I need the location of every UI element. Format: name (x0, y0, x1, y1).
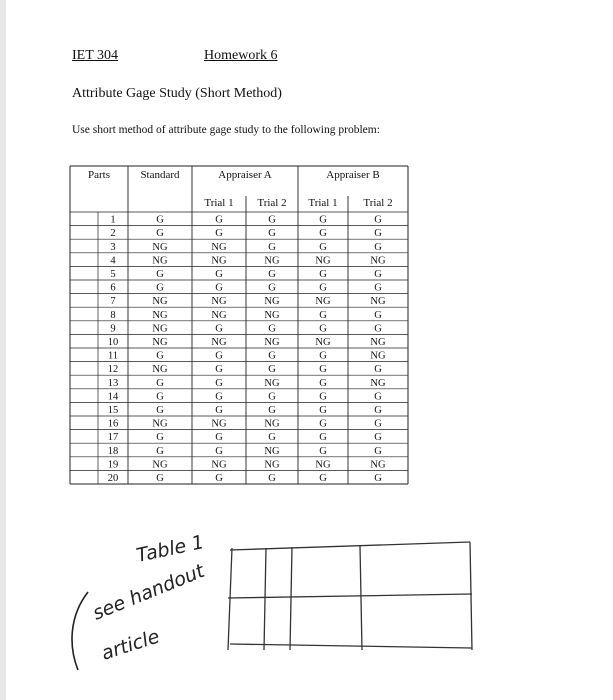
table-cell: G (156, 432, 164, 444)
table-cell: G (156, 445, 164, 457)
table-cell: NG (264, 309, 280, 321)
table-cell: 8 (110, 309, 116, 321)
table-cell: G (319, 282, 327, 294)
header-appraiser-a: Appraiser A (218, 169, 272, 181)
gage-study-table (70, 166, 408, 491)
table-cell: G (156, 473, 164, 484)
table-cell: NG (370, 377, 386, 389)
table-cell: G (374, 323, 382, 335)
table-cell: G (215, 391, 223, 403)
table-cell: NG (264, 377, 280, 389)
table-cell: G (374, 473, 382, 484)
table-cell: NG (264, 445, 280, 457)
sketched-grid (228, 542, 472, 650)
table-cell: NG (370, 255, 386, 267)
table-cell: G (319, 377, 327, 389)
table-cell: 17 (107, 432, 119, 444)
table-cell: G (319, 214, 327, 226)
table-cell: G (374, 391, 382, 403)
table-cell: 3 (110, 241, 116, 253)
table-cell: 9 (110, 323, 116, 335)
table-cell: 20 (107, 473, 119, 484)
sketch-line-col4 (360, 546, 362, 650)
table-cell: G (319, 418, 327, 430)
table-cell: G (268, 350, 276, 362)
table-cell: 16 (107, 418, 119, 430)
table-cell: G (215, 432, 223, 444)
table-cell: G (268, 473, 276, 484)
table-cell: G (319, 391, 327, 403)
table-cell: NG (211, 241, 227, 253)
table-cell: 19 (107, 459, 119, 471)
table-cell: G (215, 269, 223, 280)
table-cell: G (374, 309, 382, 321)
sketch-line-bottom (230, 644, 472, 648)
header-a-trial1: Trial 1 (204, 197, 234, 209)
table-cell: G (268, 405, 276, 416)
table-cell: NG (152, 323, 168, 335)
table-cell: G (319, 228, 327, 240)
header-standard: Standard (140, 169, 180, 181)
table-cell: NG (152, 337, 168, 348)
table-cell: G (215, 228, 223, 240)
table-cell: G (319, 241, 327, 253)
table-cell: G (268, 228, 276, 240)
handwritten-line-handout: see handout (89, 559, 208, 625)
handwritten-line-table: Table 1 (134, 531, 206, 567)
table-cell: G (268, 241, 276, 253)
table-cell: G (374, 282, 382, 294)
handwritten-paren-icon (72, 592, 88, 670)
table-cell: NG (315, 255, 331, 267)
table-cell: 14 (107, 391, 119, 403)
table-cell: G (319, 405, 327, 416)
handwritten-line-article: article (98, 625, 163, 665)
table-cell: G (319, 323, 327, 335)
table-cell: 13 (107, 377, 119, 389)
table-cell: NG (211, 309, 227, 321)
instruction-text: Use short method of attribute gage study to the following problem: (72, 124, 380, 136)
table-cell: NG (264, 296, 280, 308)
table-cell: G (268, 214, 276, 226)
header-b-trial1: Trial 1 (308, 197, 338, 209)
table-cell: G (215, 282, 223, 294)
sketch-line-col2 (264, 548, 266, 650)
table-cell: G (215, 377, 223, 389)
table-cell: 12 (107, 364, 119, 376)
table-cell: G (156, 391, 164, 403)
table-cell: NG (211, 255, 227, 267)
table-cell: 18 (107, 445, 119, 457)
table-cell: G (156, 269, 164, 280)
gage-study-table-svg (70, 166, 408, 491)
table-cell: NG (211, 459, 227, 471)
course-code: IET 304 (72, 48, 119, 63)
table-cell: G (374, 432, 382, 444)
sketch-line-col5 (470, 542, 472, 650)
table-cell: NG (370, 350, 386, 362)
table-cell: 10 (107, 337, 119, 348)
table-cell: NG (264, 418, 280, 430)
table-cell: NG (152, 364, 168, 376)
table-cell: 6 (110, 282, 116, 294)
header-appraiser-b: Appraiser B (326, 169, 380, 181)
handwritten-note (60, 520, 530, 690)
assignment-title: Homework 6 (204, 48, 278, 63)
table-cell: G (156, 228, 164, 240)
table-cell: NG (264, 337, 280, 348)
table-cell: G (319, 269, 327, 280)
table-cell: G (215, 405, 223, 416)
table-cell: 2 (110, 228, 116, 240)
table-cell: NG (152, 296, 168, 308)
table-cell: G (319, 364, 327, 376)
page-edge (0, 0, 6, 700)
table-cell: NG (152, 309, 168, 321)
table-cell: G (156, 350, 164, 362)
table-cell: G (374, 445, 382, 457)
table-cell: G (268, 323, 276, 335)
table-cell: G (374, 405, 382, 416)
table-cell: G (268, 282, 276, 294)
table-cell: NG (152, 459, 168, 471)
table-cell: 4 (110, 255, 116, 267)
table-cell: NG (152, 255, 168, 267)
table-cell: NG (315, 296, 331, 308)
table-cell: G (215, 445, 223, 457)
header-a-trial2: Trial 2 (257, 197, 287, 209)
table-cell: G (215, 473, 223, 484)
page-subtitle: Attribute Gage Study (Short Method) (72, 86, 282, 101)
table-cell: G (156, 282, 164, 294)
sketch-line-col1 (228, 548, 232, 650)
table-cell: G (374, 241, 382, 253)
table-cell: G (156, 214, 164, 226)
table-cell: NG (264, 255, 280, 267)
table-cell: G (215, 214, 223, 226)
table-cell: G (374, 364, 382, 376)
table-cell: G (156, 405, 164, 416)
table-cell: G (319, 432, 327, 444)
table-cell: G (268, 269, 276, 280)
table-cell: NG (211, 337, 227, 348)
table-cell: G (215, 364, 223, 376)
table-cell: NG (315, 459, 331, 471)
table-cell: G (374, 269, 382, 280)
table-cell: NG (315, 337, 331, 348)
table-cell: NG (211, 418, 227, 430)
table-cell: 15 (107, 405, 119, 416)
table-cell: G (319, 350, 327, 362)
table-cell: G (319, 445, 327, 457)
table-cell: G (319, 473, 327, 484)
table-cell: 11 (107, 350, 119, 362)
table-cell: 7 (110, 296, 116, 308)
table-cell: G (268, 432, 276, 444)
table-cell: 1 (110, 214, 116, 226)
table-cell: NG (152, 418, 168, 430)
header-b-trial2: Trial 2 (363, 197, 393, 209)
table-cell: G (215, 323, 223, 335)
table-cell: G (319, 309, 327, 321)
table-cell: G (268, 391, 276, 403)
table-cell: G (268, 364, 276, 376)
table-cell: 5 (110, 269, 116, 280)
table-cell: G (374, 214, 382, 226)
table-cell: NG (370, 337, 386, 348)
table-cell: G (374, 418, 382, 430)
table-cell: G (215, 350, 223, 362)
header-parts: Parts (88, 169, 110, 181)
table-cell: NG (370, 296, 386, 308)
table-cell: G (156, 377, 164, 389)
table-cell: NG (211, 296, 227, 308)
table-cell: NG (264, 459, 280, 471)
table-cell: NG (152, 241, 168, 253)
handwritten-note-svg (60, 520, 530, 690)
sketch-line-col3 (290, 547, 292, 650)
table-cell: G (374, 228, 382, 240)
table-cell: NG (370, 459, 386, 471)
